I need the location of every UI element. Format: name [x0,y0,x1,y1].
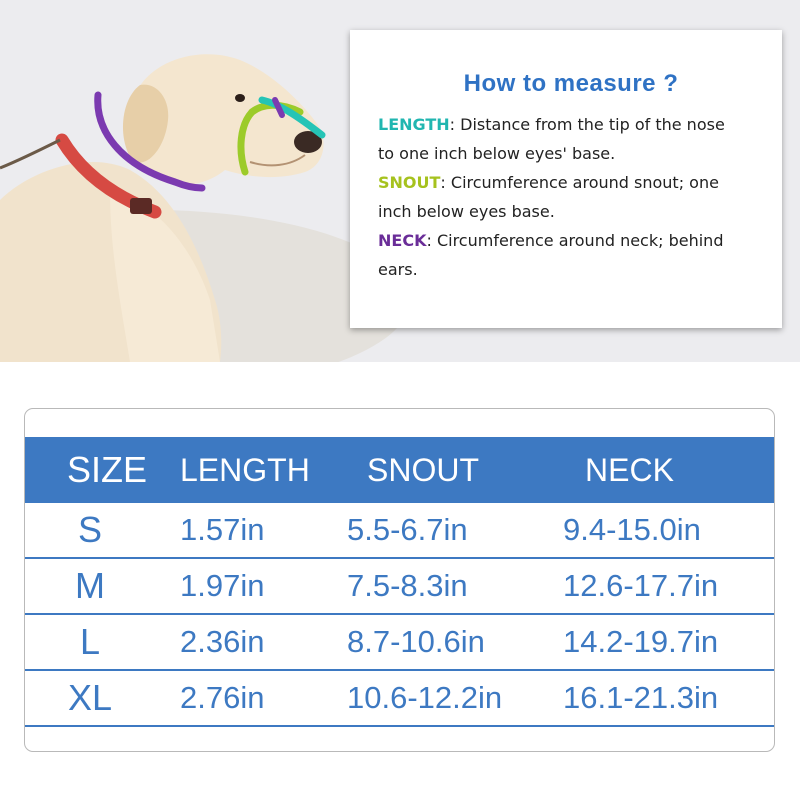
size-table-header [25,437,774,503]
dog-photo [0,0,800,362]
length-term: LENGTH [378,115,450,134]
size-cell: L [79,621,101,662]
size-table [24,408,775,752]
info-title: How to measure ? [463,70,679,97]
header-snout: SNOUT [367,452,479,488]
length-cell: 1.57in [180,512,265,547]
neck-cell: 16.1-21.3in [563,680,719,715]
snout-term: SNOUT [378,173,441,192]
neck-line [378,226,764,255]
length-desc: : Distance from the tip of the nose [449,115,725,134]
neck-cell: 14.2-19.7in [563,624,719,659]
table-row [25,503,774,559]
length-cell: 1.97in [180,568,265,603]
table-row [25,559,774,615]
length-cell: 2.76in [180,680,265,715]
size-cell: S [77,509,102,550]
snout-line [378,168,764,197]
neck-line-2: ears. [378,260,418,279]
length-cell: 2.36in [180,624,265,659]
header-length: LENGTH [180,452,310,488]
measure-info-card [350,30,782,328]
snout-line-2: inch below eyes base. [378,202,555,221]
snout-desc: : Circumference around snout; one [440,173,719,192]
table-row [25,671,774,727]
table-row [25,615,774,671]
header-neck: NECK [585,452,674,488]
snout-cell: 7.5-8.3in [347,568,468,603]
size-cell: M [75,565,105,606]
neck-desc: : Circumference around neck; behind [426,231,724,250]
length-line [378,110,764,139]
snout-cell: 10.6-12.2in [347,680,503,715]
header-size: SIZE [67,449,148,490]
neck-term: NECK [378,231,427,250]
neck-cell: 9.4-15.0in [563,512,701,547]
neck-cell: 12.6-17.7in [563,568,719,603]
snout-cell: 5.5-6.7in [347,512,468,547]
length-line-2: to one inch below eyes' base. [378,144,616,163]
snout-cell: 8.7-10.6in [347,624,485,659]
size-cell: XL [67,677,113,718]
